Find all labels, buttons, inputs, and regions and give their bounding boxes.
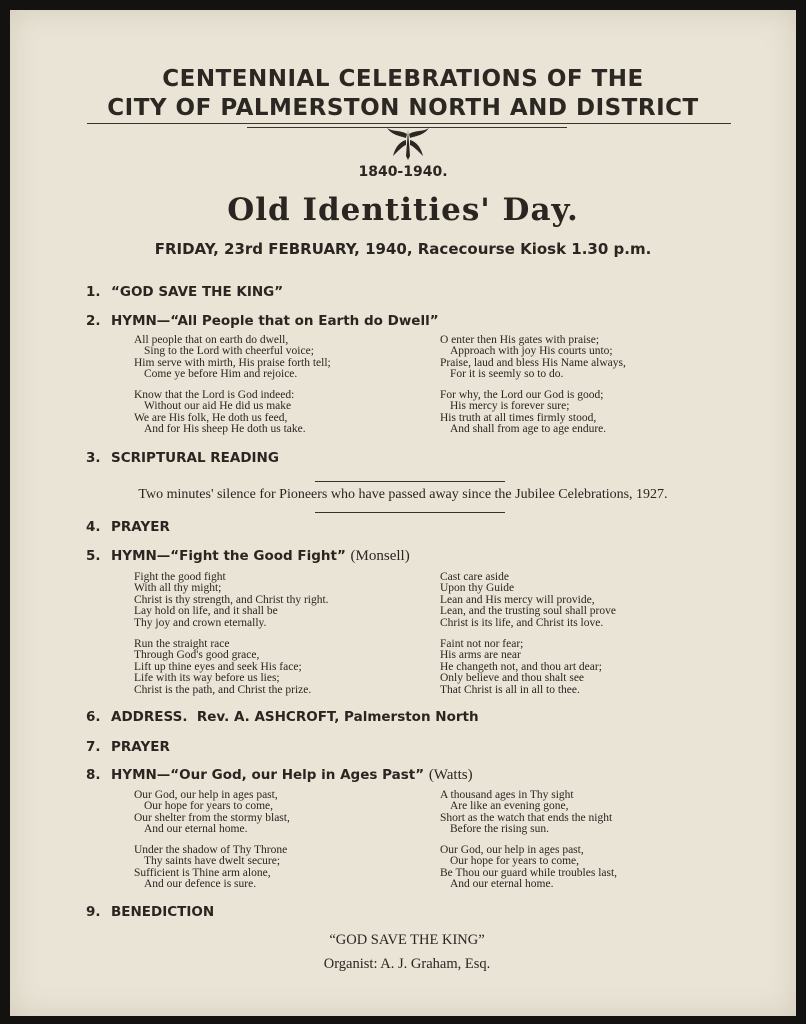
hymn-8-verse-3	[440, 790, 612, 836]
programme-item-8: 8. HYMN—“Our God, our Help in Ages Past” (Watts)	[86, 767, 473, 783]
hymn-8-verse-2	[134, 845, 287, 891]
verse-line: Our God, our help in ages past,	[134, 789, 278, 801]
programme-item-3: 3. SCRIPTURAL READING	[86, 450, 279, 466]
verse-line: Lean and His mercy will provide,	[440, 593, 595, 606]
verse-line: Him serve with mirth, His praise forth tell;	[134, 356, 331, 369]
verse-line: Thy joy and crown eternally.	[134, 616, 267, 629]
event-title: Old Identities' Day.	[227, 192, 579, 228]
verse-line: Run the straight race	[134, 638, 230, 650]
verse-line: All people that on earth do dwell,	[134, 334, 289, 346]
verse-line: Lay hold on life, and it shall be	[134, 605, 278, 618]
hymn-2-verse-1	[134, 335, 331, 381]
verse-line: Christ is the path, and Christ the prize.	[134, 683, 312, 696]
verse-line: Sufficient is Thine arm alone,	[134, 866, 271, 879]
hymn-2-verse-3	[440, 335, 626, 381]
verse-line: O enter then His gates with praise;	[440, 334, 600, 346]
verse-line: Fight the good fight	[134, 571, 226, 583]
verse-line: Christ is its life, and Christ its love.	[440, 616, 604, 629]
verse-line: Without our aid He did us make	[144, 400, 292, 413]
verse-line: Come ye before Him and rejoice.	[144, 368, 298, 381]
verse-line: Short as the watch that ends the night	[440, 811, 613, 824]
verse-line: Our hope for years to come,	[144, 800, 274, 813]
programme-item-4: 4. PRAYER	[86, 519, 170, 535]
verse-line: Faint not nor fear;	[440, 638, 524, 650]
hymn-2-verse-2	[134, 390, 306, 436]
years-range: 1840-1940.	[358, 164, 448, 180]
silence-rule-top	[315, 481, 505, 482]
programme-item-2: 2. HYMN—“All People that on Earth do Dwell”	[86, 313, 439, 329]
verse-line: And shall from age to age endure.	[450, 423, 607, 436]
verse-line: Lift up thine eyes and seek His face;	[134, 660, 302, 673]
verse-line: Thy saints have dwelt secure;	[144, 855, 281, 868]
verse-line: Our shelter from the stormy blast,	[134, 811, 290, 824]
programme-item-9: 9. BENEDICTION	[86, 904, 215, 920]
verse-line: And our defence is sure.	[144, 878, 257, 891]
verse-line: His truth at all times firmly stood,	[440, 411, 597, 424]
programme-item-5: 5. HYMN—“Fight the Good Fight” (Monsell)	[86, 548, 410, 564]
verse-line: Under the shadow of Thy Throne	[134, 844, 288, 856]
verse-line: Approach with joy His courts unto;	[450, 345, 613, 358]
fleuron-ornament-icon	[383, 126, 433, 162]
verse-line: Upon thy Guide	[440, 582, 515, 595]
programme-item-7: 7. PRAYER	[86, 739, 170, 755]
verse-line: We are His folk, He doth us feed,	[134, 411, 288, 424]
hymn-5-verse-3	[440, 572, 616, 629]
title-underline	[87, 123, 731, 124]
verse-line: Praise, laud and bless His Name always,	[440, 356, 626, 369]
hymn-5-verse-1	[134, 572, 329, 629]
verse-line: Christ is thy strength, and Christ thy right.	[134, 593, 329, 606]
closing-anthem: “GOD SAVE THE KING”	[329, 932, 485, 948]
verse-line: Lean, and the trusting soul shall prove	[440, 605, 616, 618]
date-and-venue: FRIDAY, 23rd FEBRUARY, 1940, Racecourse Kiosk 1.30 p.m.	[154, 240, 652, 258]
verse-line: Are like an evening gone,	[450, 800, 569, 813]
verse-line: Through God's good grace,	[134, 649, 260, 662]
verse-line: He changeth not, and thou art dear;	[440, 660, 602, 673]
verse-line: Only believe and thou shalt see	[440, 672, 585, 685]
verse-line: Life with its way before us lies;	[134, 672, 280, 685]
verse-line: For it is seemly so to do.	[450, 368, 564, 381]
title-line-1: CENTENNIAL CELEBRATIONS OF THE	[162, 66, 644, 92]
hymn-5-verse-2	[134, 639, 311, 696]
verse-line: Know that the Lord is God indeed:	[134, 389, 295, 401]
verse-line: His arms are near	[440, 649, 521, 662]
verse-line: Before the rising sun.	[450, 823, 550, 836]
verse-line: Sing to the Lord with cheerful voice;	[144, 345, 314, 358]
verse-line: Cast care aside	[440, 571, 509, 583]
verse-line: And for His sheep He doth us take.	[144, 423, 306, 436]
programme-item-6: 6. ADDRESS. Rev. A. ASHCROFT, Palmerston North	[86, 709, 479, 725]
verse-line: Our God, our help in ages past,	[440, 844, 584, 856]
programme-item-1: 1. “GOD SAVE THE KING”	[86, 284, 284, 300]
verse-line: His mercy is forever sure;	[450, 400, 570, 413]
hymn-2-verse-4	[440, 390, 606, 436]
verse-line: For why, the Lord our God is good;	[440, 389, 604, 401]
silence-rule-bottom	[315, 512, 505, 513]
organist-credit: Organist: A. J. Graham, Esq.	[323, 956, 491, 972]
hymn-5-verse-4	[440, 639, 602, 696]
verse-line: Be Thou our guard while troubles last,	[440, 866, 618, 879]
hymn-8-verse-1	[134, 790, 290, 836]
title-line-2: CITY OF PALMERSTON NORTH AND DISTRICT	[107, 95, 699, 121]
verse-line: With all thy might;	[134, 582, 222, 595]
verse-line: And our eternal home.	[144, 823, 248, 836]
silence-notice: Two minutes' silence for Pioneers who have passed away since the Jubilee Celebrations, 1927.	[138, 487, 668, 502]
hymn-8-verse-4	[440, 845, 617, 891]
verse-line: Our hope for years to come,	[450, 855, 580, 868]
verse-line: That Christ is all in all to thee.	[440, 683, 580, 696]
verse-line: A thousand ages in Thy sight	[440, 789, 574, 801]
verse-line: And our eternal home.	[450, 878, 554, 891]
